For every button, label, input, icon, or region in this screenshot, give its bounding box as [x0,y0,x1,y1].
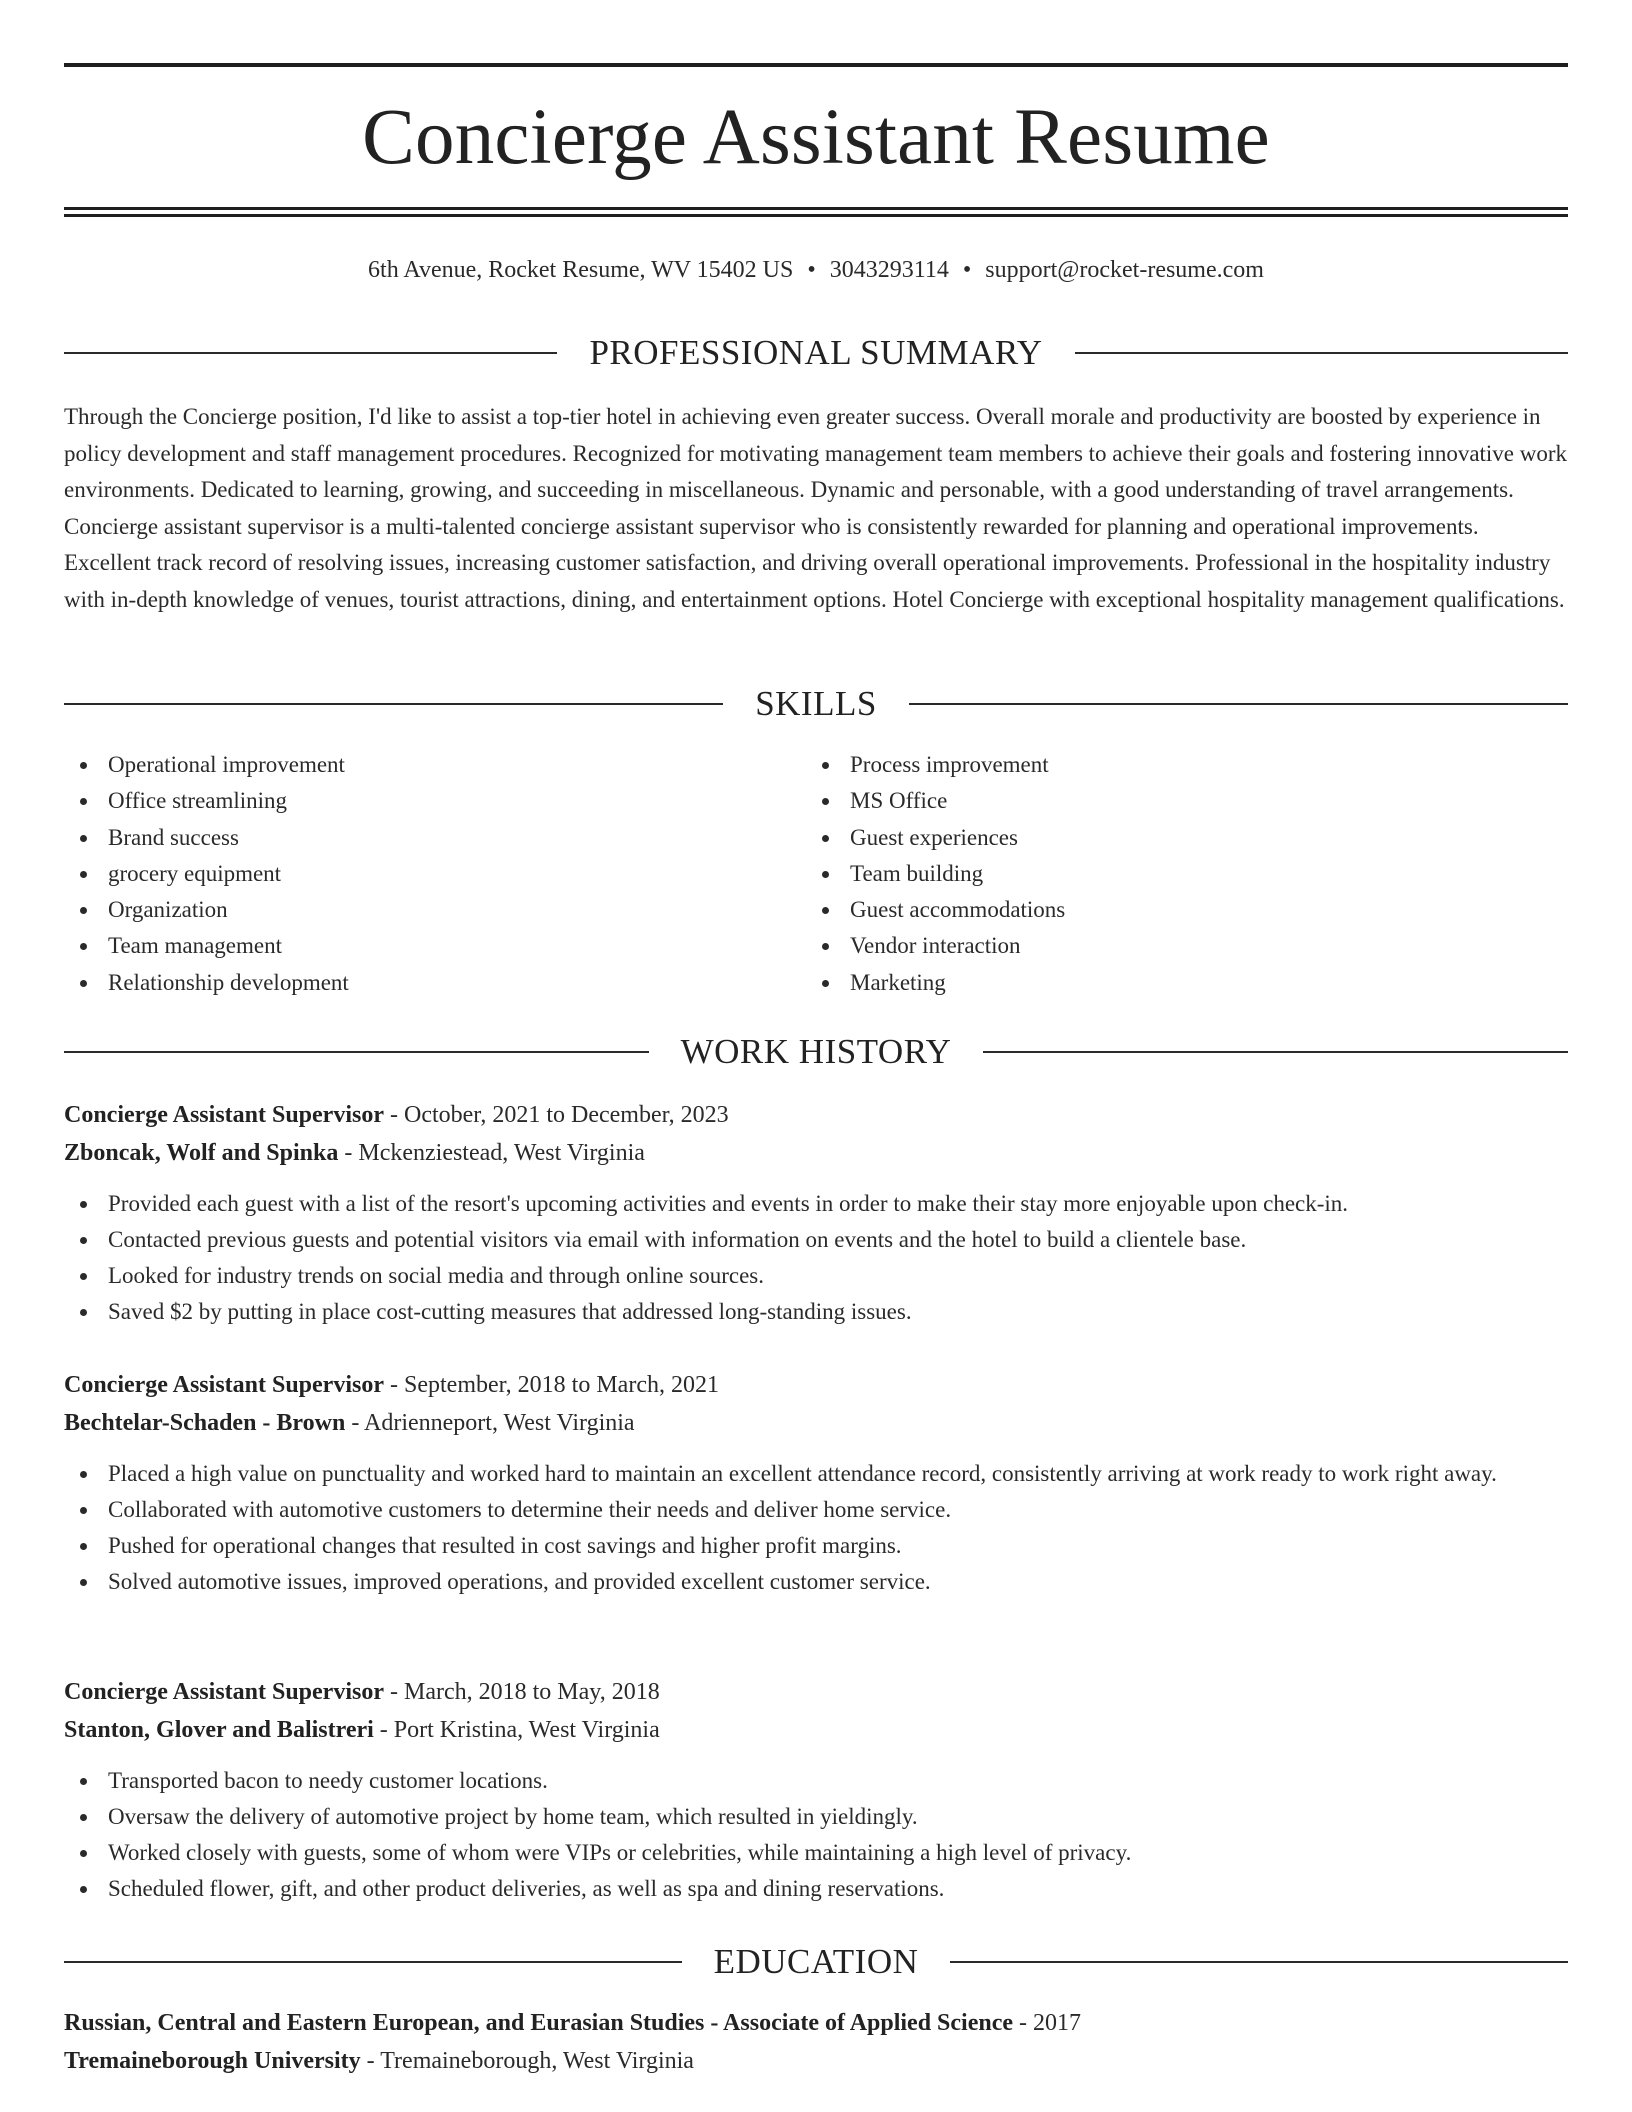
skill-item: Office streamlining [64,783,764,819]
job-dates: - October, 2021 to December, 2023 [390,1102,729,1128]
education-degree: Russian, Central and Eastern European, and Eurasian Studies - Associate of Applied Science [64,2010,1014,2036]
skill-item: MS Office [806,783,1506,819]
job-company: Stanton, Glover and Balistreri [64,1717,374,1743]
job-company: Bechtelar-Schaden - Brown [64,1410,346,1436]
job-title: Concierge Assistant Supervisor [64,1372,384,1398]
job-bullet: Transported bacon to needy customer locations. [64,1763,1568,1799]
skill-item: Guest experiences [806,820,1506,856]
job-bullet: Placed a high value on punctuality and worked hard to maintain an excellent attendance record, consistently arriving at work ready to work right away. [64,1456,1568,1492]
job-entry [64,1673,1568,1907]
education-year: - 2017 [1019,2010,1082,2036]
section-heading-education [64,1940,1568,1984]
skill-item: Team building [806,856,1506,892]
page-title: Concierge Assistant Resume [362,94,1270,181]
heading-rule [64,1961,682,1963]
job-entry [64,1096,1568,1330]
contact-phone: 3043293114 [829,257,949,283]
job-bullets [64,1456,1568,1600]
job-bullet: Collaborated with automotive customers to determine their needs and deliver home service. [64,1492,1568,1528]
job-bullet: Scheduled flower, gift, and other product deliveries, as well as spa and dining reservations. [64,1871,1568,1907]
job-dates: - March, 2018 to May, 2018 [390,1679,660,1705]
job-bullet: Saved $2 by putting in place cost-cutting measures that addressed long-standing issues. [64,1294,1568,1330]
section-heading-work-history [64,1030,1568,1074]
education-school: Tremaineborough University [64,2048,361,2074]
contact-separator: • [807,257,816,283]
skill-item: Team management [64,928,764,964]
job-bullet: Solved automotive issues, improved operations, and provided excellent customer service. [64,1564,1568,1600]
job-title: Concierge Assistant Supervisor [64,1679,384,1705]
heading-rule [983,1051,1568,1053]
job-location: - Mckenziestead, West Virginia [344,1140,645,1166]
skill-item: Guest accommodations [806,892,1506,928]
job-title-line [64,1673,1568,1711]
job-bullets [64,1186,1568,1330]
education-location: - Tremaineborough, West Virginia [366,2048,694,2074]
job-bullet: Contacted previous guests and potential visitors via email with information on events and the hotel to build a clientele base. [64,1222,1568,1258]
section-title: WORK HISTORY [680,1032,952,1071]
skills-list [806,747,1506,1001]
education-school-line [64,2042,1568,2080]
job-company-line [64,1134,1568,1172]
top-rule [64,63,1568,67]
skills-column-right [806,747,1506,1001]
skills-list [64,747,764,1001]
skill-item: Relationship development [64,965,764,1001]
heading-rule [64,1051,649,1053]
job-title-line [64,1096,1568,1134]
job-title: Concierge Assistant Supervisor [64,1102,384,1128]
section-heading-skills [64,682,1568,726]
skill-item: Marketing [806,965,1506,1001]
job-entry [64,1366,1568,1600]
job-bullet: Pushed for operational changes that resulted in cost savings and higher profit margins. [64,1528,1568,1564]
skill-item: Brand success [64,820,764,856]
education-degree-line [64,2004,1568,2042]
job-location: - Adrienneport, West Virginia [351,1410,635,1436]
job-bullet: Oversaw the delivery of automotive project by home team, which resulted in yieldingly. [64,1799,1568,1835]
education-entry [64,2004,1568,2080]
job-title-line [64,1366,1568,1404]
job-location: - Port Kristina, West Virginia [379,1717,660,1743]
job-bullets [64,1763,1568,1907]
job-bullet: Worked closely with guests, some of whom were VIPs or celebrities, while maintaining a high level of privacy. [64,1835,1568,1871]
skill-item: grocery equipment [64,856,764,892]
heading-rule [909,703,1568,705]
job-bullet: Provided each guest with a list of the resort's upcoming activities and events in order to make their stay more enjoyable upon check-in. [64,1186,1568,1222]
contact-separator: • [962,257,972,283]
job-company: Zboncak, Wolf and Spinka [64,1140,339,1166]
heading-rule [64,703,723,705]
job-dates: - September, 2018 to March, 2021 [390,1372,719,1398]
job-company-line [64,1404,1568,1442]
heading-rule [1075,352,1568,354]
job-company-line [64,1711,1568,1749]
contact-address: 6th Avenue, Rocket Resume, WV 15402 US [368,257,794,283]
heading-rule [950,1961,1568,1963]
contact-line [64,252,1568,288]
section-heading-summary [64,331,1568,375]
title-rule-lower [64,214,1568,217]
heading-rule [64,352,557,354]
skill-item: Organization [64,892,764,928]
section-title: SKILLS [755,684,877,723]
skill-item: Process improvement [806,747,1506,783]
skill-item: Operational improvement [64,747,764,783]
skill-item: Vendor interaction [806,928,1506,964]
section-title: PROFESSIONAL SUMMARY [589,333,1043,372]
job-bullet: Looked for industry trends on social media and through online sources. [64,1258,1568,1294]
contact-email: support@rocket-resume.com [985,257,1264,283]
skills-column-left [64,747,764,1001]
section-title: EDUCATION [713,1942,919,1981]
summary-text: Through the Concierge position, I'd like to assist a top-tier hotel in achieving even greater success. Overall morale and productivity are boosted by experience in policy development and staff management procedures. Recognized for motivating management team members to achieve their goals and fostering innovative work environments. Dedicated to learning, growing, and succeeding in miscellaneous. Dynamic and personable, with a good understanding of travel arrangements. Concierge assistant supervisor is a multi-talented concierge assistant supervisor who is consistently rewarded for planning and operational improvements. Excellent track record of resolving issues, increasing customer satisfaction, and driving overall operational improvements. Professional in the hospitality industry with in-depth knowledge of venues, tourist attractions, dining, and entertainment options. Hotel Concierge with exceptional hospitality management qualifications. [64,404,1568,612]
title-rule-upper [64,207,1568,210]
